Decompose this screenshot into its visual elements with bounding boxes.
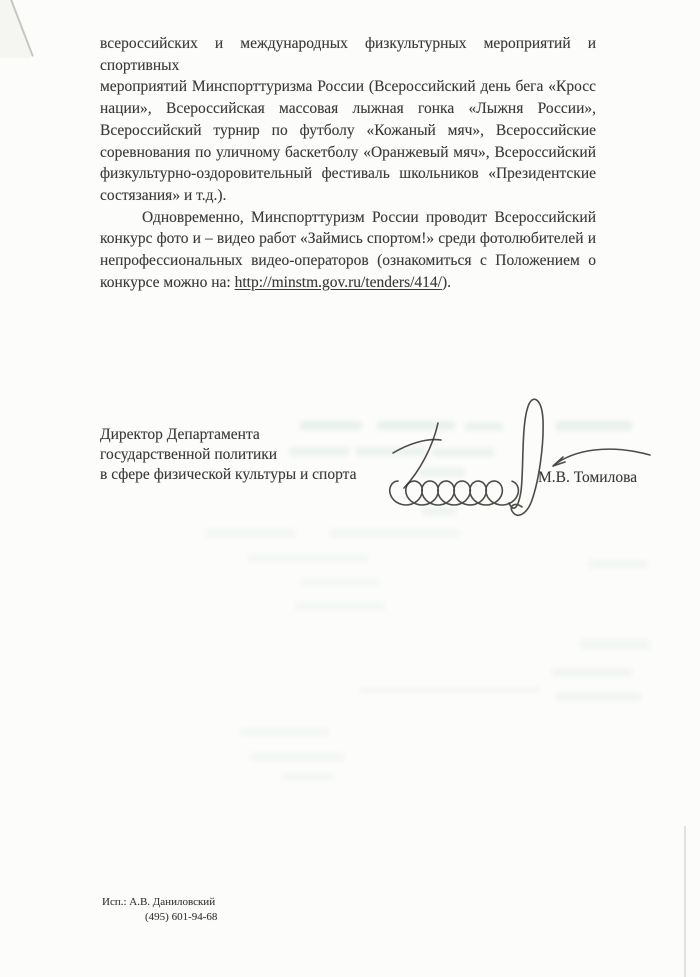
signatory-title-line: Директор Департамента [100, 426, 260, 443]
paragraph-events [100, 33, 596, 185]
bleed-through-artifact [282, 773, 334, 781]
link-suffix-text: ). [441, 273, 452, 291]
text-line: конкурс фото и – видео работ «Займись спортом!» среди фотолюбителей и [100, 230, 596, 248]
bleed-through-artifact [295, 602, 385, 610]
text-line: Всероссийский турнир по футболу «Кожаный мяч», Всероссийские [100, 121, 596, 139]
bleed-through-artifact [205, 529, 295, 537]
letter-body [100, 33, 596, 293]
text-line: нации», Всероссийская массовая лыжная гонка «Лыжня России», [100, 100, 596, 118]
text-line: всероссийских и международных физкультурных мероприятий и спортивных [100, 35, 596, 74]
text-line: соревнования по уличному баскетболу «Оранжевый мяч», Всероссийский [100, 143, 596, 161]
text-line: Одновременно, Минспорттуризм России проводит Всероссийский [142, 208, 596, 226]
signatory-title-line: в сфере физической культуры и спорта [100, 466, 357, 483]
signature-initial-stroke [404, 423, 438, 488]
signature-loops-stroke [390, 481, 519, 505]
executor-phone: (495) 601-94-68 [145, 910, 218, 923]
bleed-through-artifact [556, 692, 641, 701]
signee-name: М.В. Томилова [538, 469, 638, 486]
signatory-title [100, 425, 356, 485]
signature-flourish-stroke [553, 449, 650, 466]
signatory-title-line: государственной политики [100, 446, 278, 463]
bleed-through-artifact [588, 560, 648, 568]
executor-name: Исп.: А.В. Даниловский [102, 896, 216, 908]
page-edge-shadow [684, 826, 686, 977]
text-line: состязания» и т.д.). [100, 186, 227, 204]
bleed-through-artifact [360, 688, 540, 693]
link-prefix-text: конкурсе можно на: [100, 273, 235, 291]
text-line-with-link [100, 272, 596, 294]
bleed-through-artifact [240, 728, 330, 736]
signature-tall-loop-stroke [509, 399, 543, 515]
text-line: мероприятий Минспорттуризма России (Всероссийский день бега «Кросс [100, 78, 596, 96]
bleed-through-artifact [552, 668, 632, 677]
text-line: физкультурно-оздоровительный фестиваль школьников «Президентские [100, 165, 596, 183]
paragraph-contest [100, 228, 596, 271]
bleed-through-artifact [250, 753, 345, 761]
contest-regulations-link: http://minstm.gov.ru/tenders/414/ [234, 273, 442, 291]
bleed-through-artifact [300, 578, 380, 586]
handwritten-signature-icon [388, 392, 660, 532]
signature-crossbar-stroke [393, 440, 441, 453]
text-line: непрофессиональных видео-операторов (ознакомиться с Положением о [100, 252, 596, 270]
executor-block [102, 895, 217, 924]
bleed-through-artifact [580, 640, 650, 649]
bleed-through-artifact [248, 554, 368, 562]
